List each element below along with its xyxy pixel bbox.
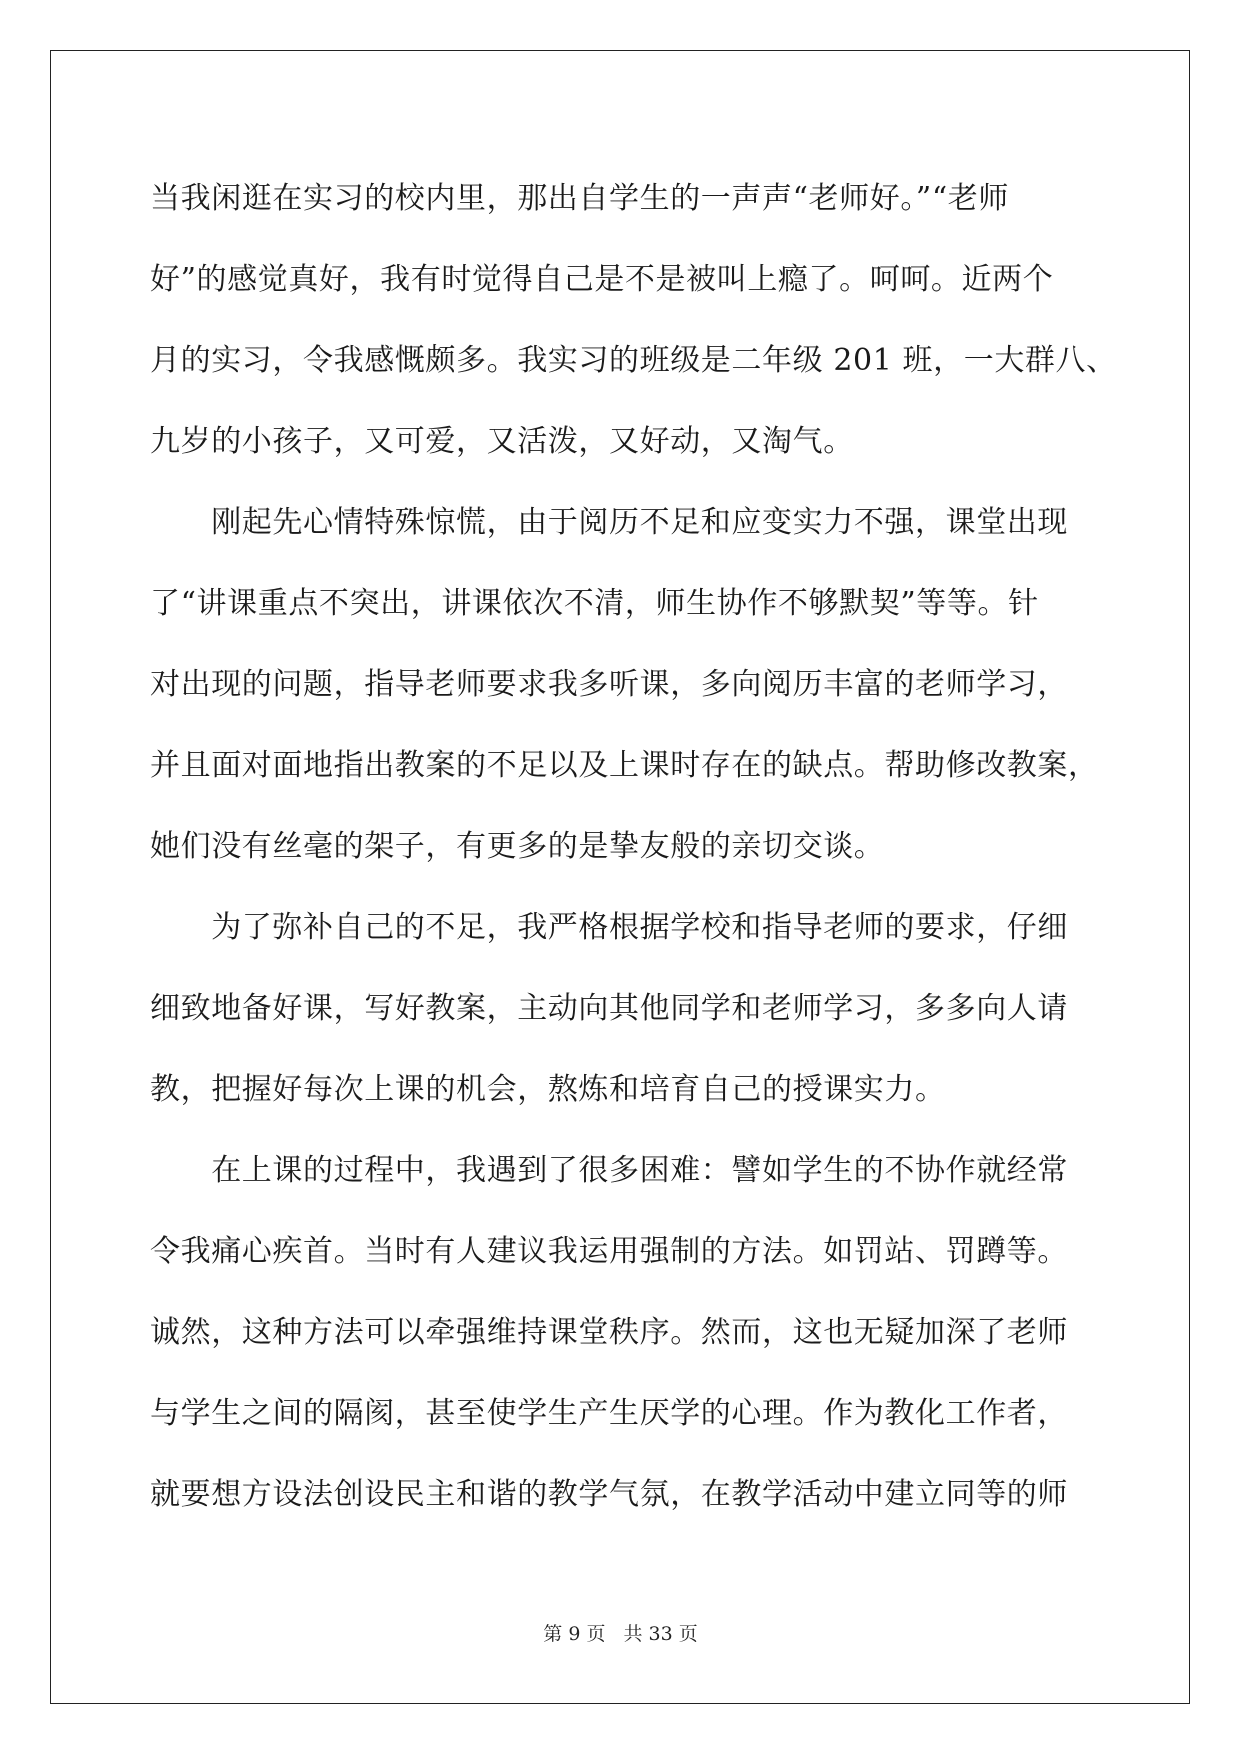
text-line: 诚然，这种方法可以牵强维持课堂秩序。然而，这也无疑加深了老师 [150, 1315, 1068, 1350]
text-line: 教，把握好每次上课的机会，熬炼和培育自己的授课实力。 [150, 1072, 946, 1107]
text-line: 她们没有丝毫的架子，有更多的是挚友般的亲切交谈。 [150, 829, 885, 864]
text-line: 在上课的过程中，我遇到了很多困难：譬如学生的不协作就经常 [150, 1153, 1068, 1188]
text-line: 对出现的问题，指导老师要求我多听课，多向阅历丰富的老师学习， [150, 667, 1068, 702]
text-line: 当我闲逛在实习的校内里，那出自学生的一声声“老师好。”“老师 [150, 181, 1010, 216]
text-line: 月的实习，令我感慨颇多。我实习的班级是二年级 201 班，一大群八、 [150, 343, 1117, 378]
text-line: 刚起先心情特殊惊慌，由于阅历不足和应变实力不强，课堂出现 [150, 505, 1068, 540]
document-body [150, 158, 1117, 1535]
page-total: 共 33 页 [623, 1623, 698, 1645]
text-line: 九岁的小孩子，又可爱，又活泼，又好动，又淘气。 [150, 424, 854, 459]
text-line: 了“讲课重点不突出，讲课依次不清，师生协作不够默契”等等。针 [150, 586, 1039, 621]
text-line: 就要想方设法创设民主和谐的教学气氛，在教学活动中建立同等的师 [150, 1477, 1068, 1512]
text-line: 为了弥补自己的不足，我严格根据学校和指导老师的要求，仔细 [150, 910, 1068, 945]
page-number: 第 9 页 [543, 1623, 606, 1645]
page-footer [0, 1622, 1241, 1646]
text-line: 与学生之间的隔阂，甚至使学生产生厌学的心理。作为教化工作者， [150, 1396, 1068, 1431]
text-line: 细致地备好课，写好教案，主动向其他同学和老师学习，多多向人请 [150, 991, 1068, 1026]
text-line: 令我痛心疾首。当时有人建议我运用强制的方法。如罚站、罚蹲等。 [150, 1234, 1068, 1269]
text-line: 好”的感觉真好，我有时觉得自己是不是被叫上瘾了。呵呵。近两个 [150, 262, 1054, 297]
text-line: 并且面对面地指出教案的不足以及上课时存在的缺点。帮助修改教案， [150, 748, 1099, 783]
